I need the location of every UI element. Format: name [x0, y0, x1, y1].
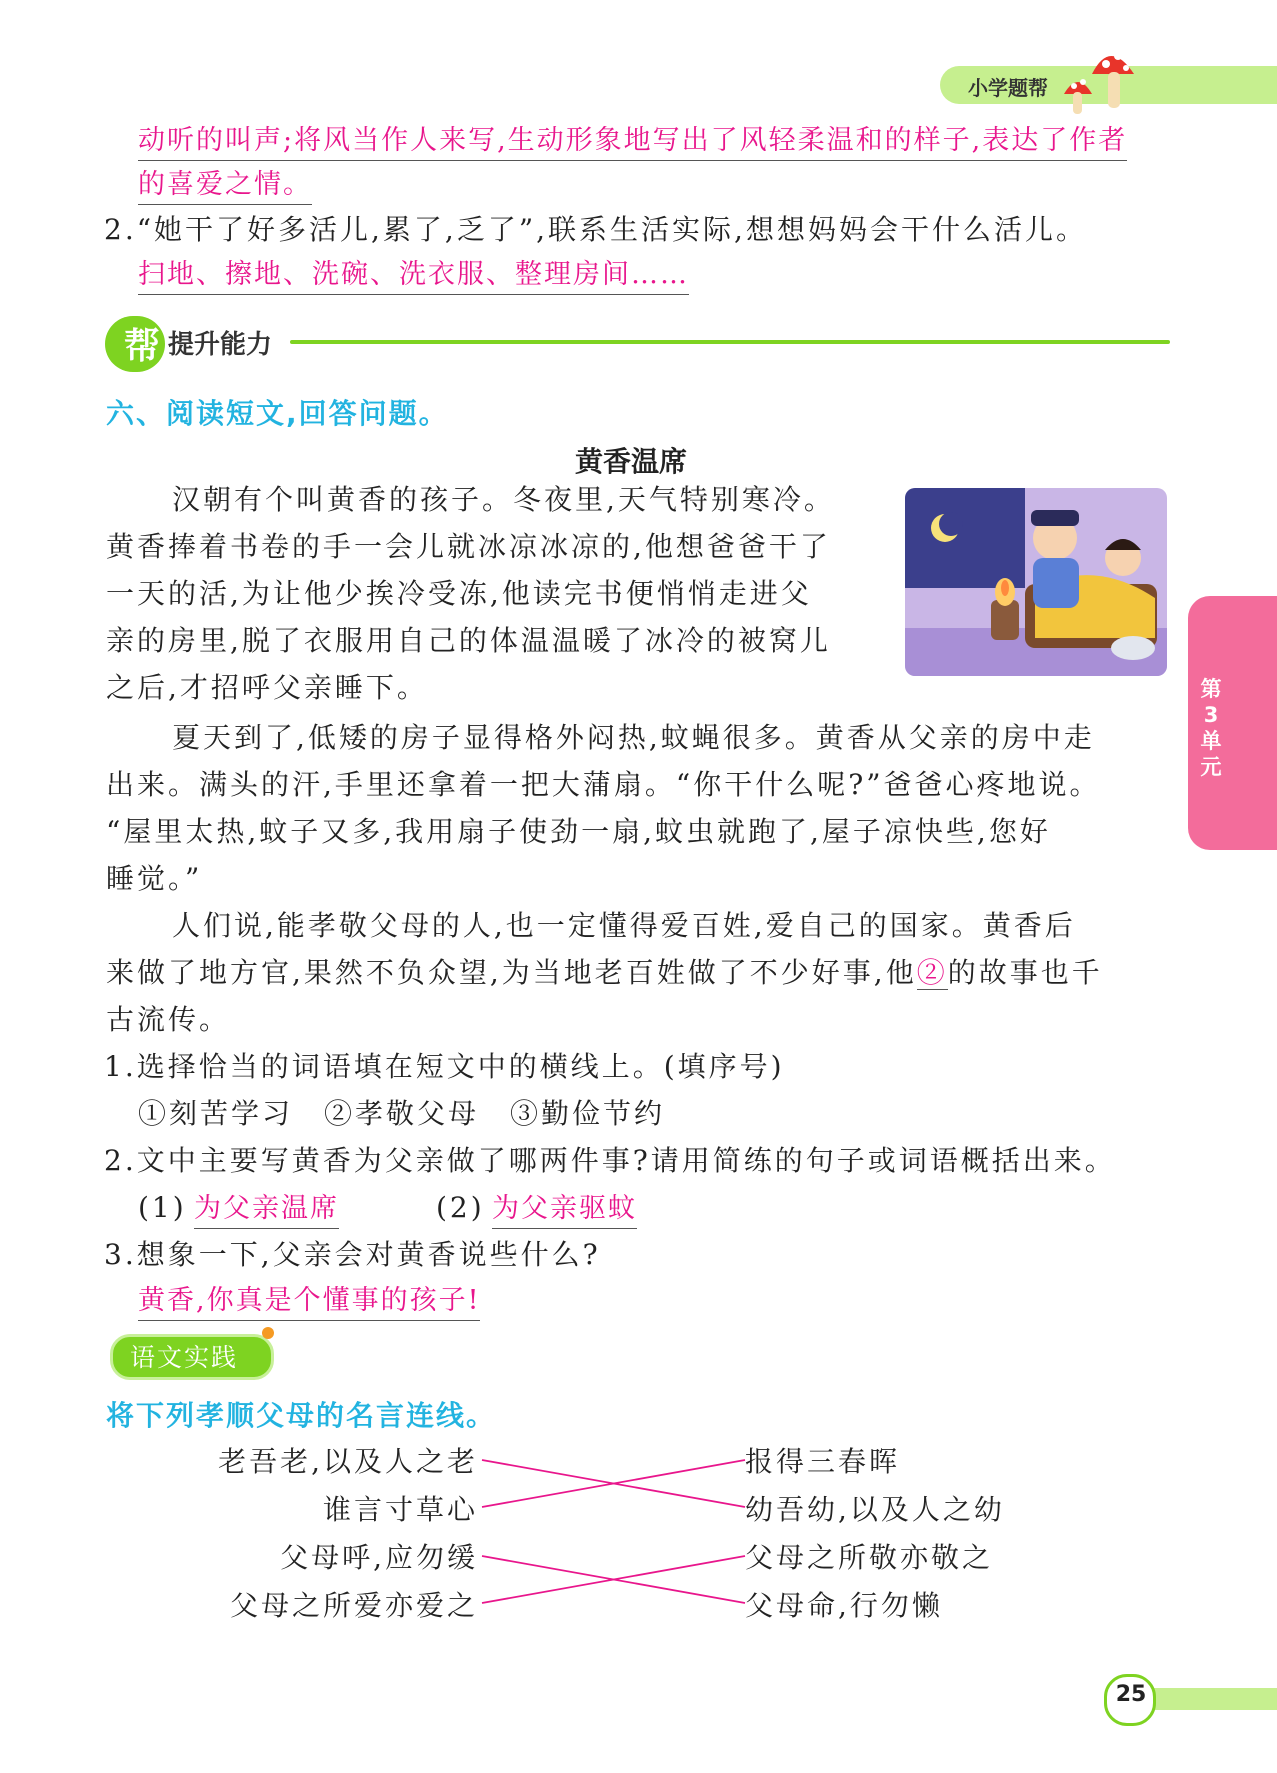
p1-line: 之后,才招呼父亲睡下。 — [106, 671, 428, 704]
question-1-options: ①刻苦学习 ②孝敬父母 ③勤俭节约 — [138, 1097, 666, 1130]
match-right-item: 父母之所敬亦敬之 — [745, 1541, 994, 1574]
prev-answer-line2: 的喜爱之情。 — [138, 166, 312, 205]
q2-answer-2-label: (2) — [436, 1191, 485, 1224]
match-left-item: 老吾老,以及人之老 — [218, 1445, 478, 1478]
p2-line: “屋里太热,蚊子又多,我用扇子使劲一扇,蚊虫就跑了,屋子凉快些,您好 — [106, 815, 1051, 848]
match-instruction: 将下列孝顺父母的名言连线。 — [106, 1399, 497, 1432]
p1-line: 汉朝有个叫黄香的孩子。冬夜里,天气特别寒冷。 — [172, 483, 835, 516]
question-2-prev: 2.“她干了好多活儿,累了,乏了”,联系生活实际,想想妈妈会干什么活儿。 — [104, 213, 1087, 246]
question-3: 3.想象一下,父亲会对黄香说些什么? — [104, 1238, 601, 1271]
match-left-item: 谁言寸草心 — [322, 1493, 478, 1526]
match-left-item: 父母之所爱亦爱之 — [229, 1589, 478, 1622]
header-title: 小学题帮 — [968, 76, 1048, 100]
q2-answer-1-label: (1) — [138, 1191, 187, 1224]
p2-line: 睡觉。” — [106, 862, 203, 895]
match-right-item: 父母命,行勿懒 — [745, 1589, 943, 1622]
p2-line: 夏天到了,低矮的房子显得格外闷热,蚊蝇很多。黄香从父亲的房中走 — [172, 721, 1095, 754]
section-title: 提升能力 — [168, 330, 273, 360]
question-1: 1.选择恰当的词语填在短文中的横线上。(填序号) — [104, 1050, 785, 1083]
p3-line1: 人们说,能孝敬父母的人,也一定懂得爱百姓,爱自己的国家。黄香后 — [172, 909, 1076, 942]
p2-line: 出来。满头的汗,手里还拿着一把大蒲扇。“你干什么呢?”爸爸心疼地说。 — [106, 768, 1101, 801]
p3-line2-a: 来做了地方官,果然不负众望,为当地老百姓做了不少好事,他 — [106, 956, 917, 989]
reading-instruction: 六、阅读短文,回答问题。 — [106, 397, 449, 430]
prev-answer-line1: 动听的叫声;将风当作人来写,生动形象地写出了风轻柔温和的样子,表达了作者 — [138, 122, 1127, 161]
p3-blank-answer: ② — [916, 956, 948, 989]
match-right-item: 报得三春晖 — [745, 1445, 901, 1478]
match-right-item: 幼吾幼,以及人之幼 — [745, 1493, 1005, 1526]
unit-side-tab-text: 第3单元 — [1200, 677, 1222, 779]
section-tag-text: 帮 — [124, 326, 161, 367]
p3-line2-b: 的故事也千 — [947, 956, 1103, 989]
page-number: 25 — [1115, 1682, 1147, 1707]
question-2: 2.文中主要写黄香为父亲做了哪两件事?请用简练的句子或词语概括出来。 — [104, 1144, 1116, 1177]
story-title: 黄香温席 — [575, 445, 688, 478]
match-left-item: 父母呼,应勿缓 — [280, 1541, 478, 1574]
question-3-answer: 黄香,你真是个懂事的孩子! — [138, 1282, 480, 1321]
p3-line3: 古流传。 — [106, 1003, 231, 1036]
practice-badge-text: 语文实践 — [130, 1343, 239, 1372]
p1-line: 亲的房里,脱了衣服用自己的体温温暖了冰冷的被窝儿 — [106, 624, 831, 657]
question-2-prev-answer: 扫地、擦地、洗碗、洗衣服、整理房间…… — [138, 256, 689, 295]
p1-line: 一天的活,为让他少挨冷受冻,他读完书便悄悄走进父 — [106, 577, 812, 610]
p1-line: 黄香捧着书卷的手一会儿就冰凉冰凉的,他想爸爸干了 — [106, 530, 831, 563]
q2-answer-1: 为父亲温席 — [194, 1190, 339, 1229]
q2-answer-2: 为父亲驱蚊 — [492, 1190, 637, 1229]
